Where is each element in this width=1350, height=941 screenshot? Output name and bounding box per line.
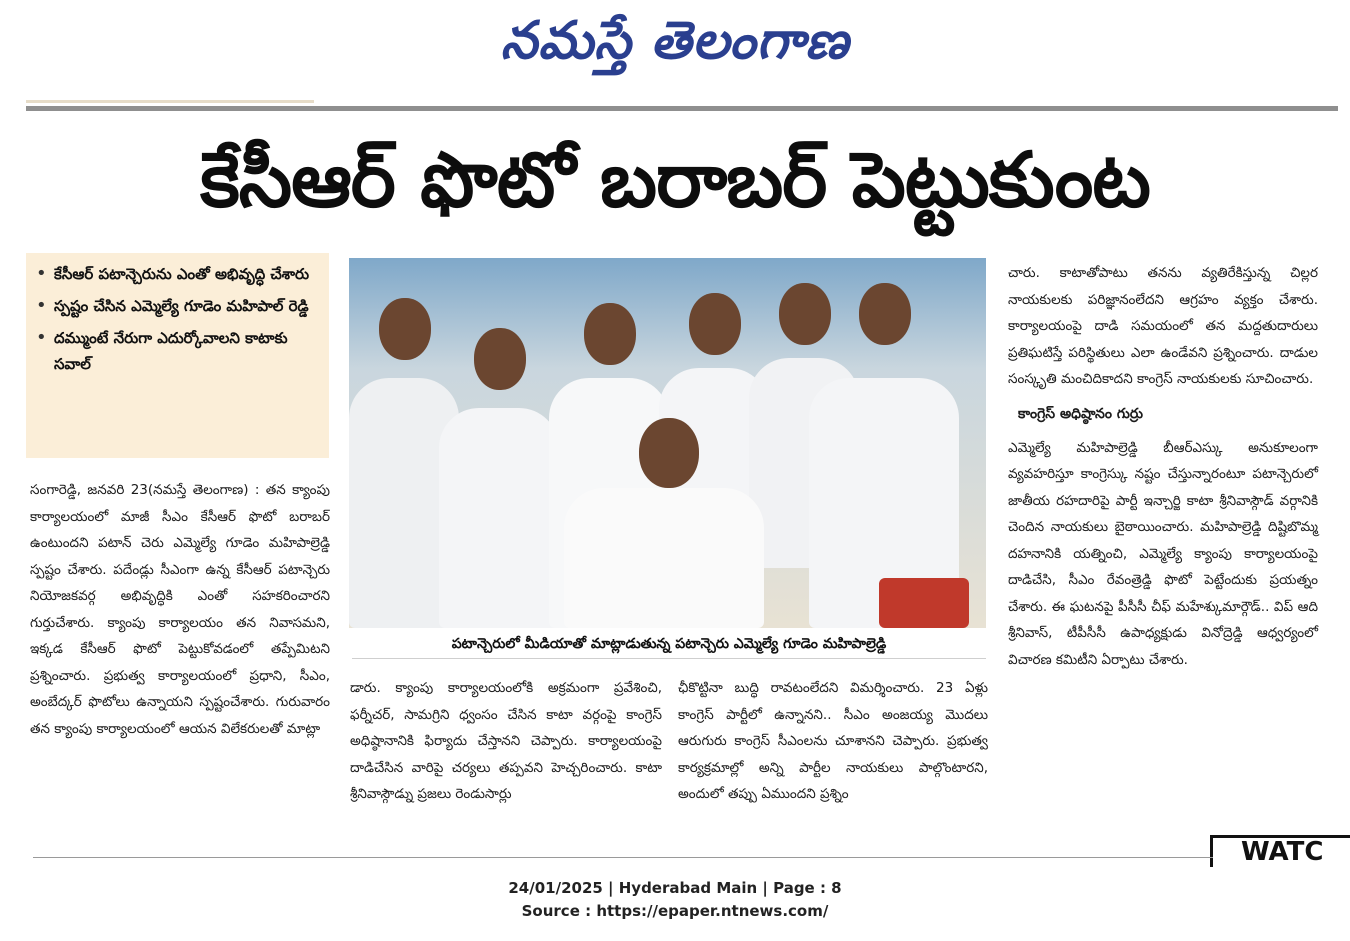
article-column-2 (350, 675, 662, 808)
footer-edition-info: 24/01/2025 | Hyderabad Main | Page : 8 (508, 879, 842, 897)
watch-banner-fragment: WATC (1210, 835, 1350, 867)
photo-figure (474, 328, 526, 390)
article-paragraph: చారు. కాటాతోపాటు తనను వ్యతిరేకిస్తున్న చిల్లర నాయకులకు పరిజ్ఞానంలేదని ఆగ్రహం వ్యక్తం చేశారు. కార్యాలయంపై దాడి సమయంలో తన మద్దతుదారులు ప్రతిఘటిస్తే పరిస్థితులు ఎలా ఉండేవని ప్రశ్నించారు. దాడుల సంస్కృతి మంచిదికాదని కాంగ్రెస్ నాయకులకు సూచించారు. (1008, 265, 1318, 387)
highlight-item (36, 293, 321, 319)
article-paragraph: సంగారెడ్డి, జనవరి 23(నమస్తే తెలంగాణ) : తన క్యాంపు కార్యాలయంలో మాజీ సీఎం కేసీఆర్ ఫొటో బరాబర్ ఉంటుందని పటాన్ చెరు ఎమ్మెల్యే గూడెం మహిపాల్రెడ్డి స్పష్టం చేశారు. పదేండ్లు సీఎంగా ఉన్న కేసీఆర్ పటాన్చెరు నియోజకవర్గ అభివృద్ధికి ఎంతో సహకరించారని గుర్తుచేశారు. క్యాంపు కార్యాలయం తన నివాసమని, ఇక్కడ కేసీఆర్ ఫొటో పెట్టుకోవడంలో తప్పేమిటని ప్రశ్నించారు. ప్రభుత్వ కార్యాలయంలో ప్రధాని, సీఎం, అంబేద్కర్ ఫొటోలు ఉన్నాయని స్పష్టంచేశారు. గురువారం తన క్యాంపు కార్యాలయంలో ఆయన విలేకరులతో మాట్లా (30, 482, 330, 737)
photo-figure (379, 298, 431, 360)
headline: కేసీఆర్ ఫొటో బరాబర్ పెట్టుకుంట (200, 135, 1150, 224)
highlight-text: దమ్ముంటే నేరుగా ఎదుర్కోవాలని కాటాకు సవాల్ (54, 329, 288, 373)
article-subhead: కాంగ్రెస్ అధిష్ఠానం గుర్రు (1018, 405, 1143, 422)
masthead-divider (26, 106, 1338, 111)
article-column-1 (30, 477, 330, 742)
microphones (879, 578, 969, 628)
photo-figure-seated (639, 418, 699, 488)
photo-figure (439, 408, 559, 628)
bottom-divider (33, 857, 1213, 858)
article-paragraph: ఛీకొట్టినా బుద్ధి రావటంలేదని విమర్శించారు. 23 ఏళ్లు కాంగ్రెస్ పార్టీలో ఉన్నానని.. సీఎం అంజయ్య మొదలు ఆరుగురు కాంగ్రెస్ సీఎంలను చూశానని చెప్పారు. ప్రభుత్వ కార్యక్రమాల్లో అన్ని పార్టీల నాయకులు పాల్గొంటారని, అందులో తప్పు ఏముందని ప్రశ్నిం (678, 680, 988, 802)
highlights-box (26, 253, 329, 458)
photo-figure (859, 283, 911, 345)
bullet-icon: • (36, 295, 47, 316)
article-paragraph: డారు. క్యాంపు కార్యాలయంలోకి అక్రమంగా ప్రవేశించి, ఫర్నీచర్, సామగ్రిని ధ్వంసం చేసిన కాటా వర్గంపై కాంగ్రెస్ అధిష్ఠానానికి ఫిర్యాదు చేస్తానని చెప్పారు. కార్యాలయంపై దాడిచేసిన వారిపై చర్యలు తప్పవని హెచ్చరించారు. కాటా శ్రీనివాస్గౌడ్ను ప్రజలు రెండుసార్లు (350, 680, 662, 802)
highlight-item (36, 261, 321, 287)
photo-figure (689, 293, 741, 355)
masthead-accent-rule (26, 100, 314, 103)
article-column-4 (1008, 260, 1318, 673)
bullet-icon: • (36, 327, 47, 348)
article-column-3 (678, 675, 988, 808)
article-paragraph: ఎమ్మెల్యే మహిపాల్రెడ్డి బీఆర్ఎస్కు అనుకూలంగా వ్యవహరిస్తూ కాంగ్రెస్కు నష్టం చేస్తున్నారంటూ పటాన్చెరులో జాతీయ రహదారిపై పార్టీ ఇన్చార్జి కాటా శ్రీనివాస్గౌడ్ వర్గానికి చెందిన నాయకులు బైఠాయించారు. మహిపాల్రెడ్డి దిష్టిబొమ్మ దహనానికి యత్నించి, ఎమ్మెల్యే క్యాంపు కార్యాలయంపై దాడిచేసి, సీఎం రేవంత్రెడ్డి ఫొటో పెట్టేందుకు ప్రయత్నం చేశారు. ఈ ఘటనపై పీసీసీ చీఫ్ మహేశ్కుమార్గౌడ్.. విప్ ఆది శ్రీనివాస్, టీపీసీసీ ఉపాధ్యక్షుడు వినోద్రెడ్డి ఆధ్వర్యంలో విచారణ కమిటీని ఏర్పాటు చేశారు. (1008, 439, 1318, 668)
highlight-text: కేసీఆర్ పటాన్చెరును ఎంతో అభివృద్ధి చేశారు (54, 265, 310, 283)
masthead-logo: నమస్తే తెలంగాణ (500, 10, 850, 71)
highlight-item (36, 325, 321, 377)
photo-caption: పటాన్చెరులో మీడియాతో మాట్లాడుతున్న పటాన్చెరు ఎమ్మెల్యే గూడెం మహిపాల్రెడ్డి (352, 630, 986, 659)
photo-figure (779, 283, 831, 345)
news-photo (349, 258, 986, 628)
photo-figure (584, 303, 636, 365)
footer-source: Source : https://epaper.ntnews.com/ (521, 902, 829, 920)
photo-figure-seated (564, 488, 764, 628)
bullet-icon: • (36, 263, 47, 284)
highlight-text: స్పష్టం చేసిన ఎమ్మెల్యే గూడెం మహిపాల్ రెడ్డి (54, 297, 309, 315)
